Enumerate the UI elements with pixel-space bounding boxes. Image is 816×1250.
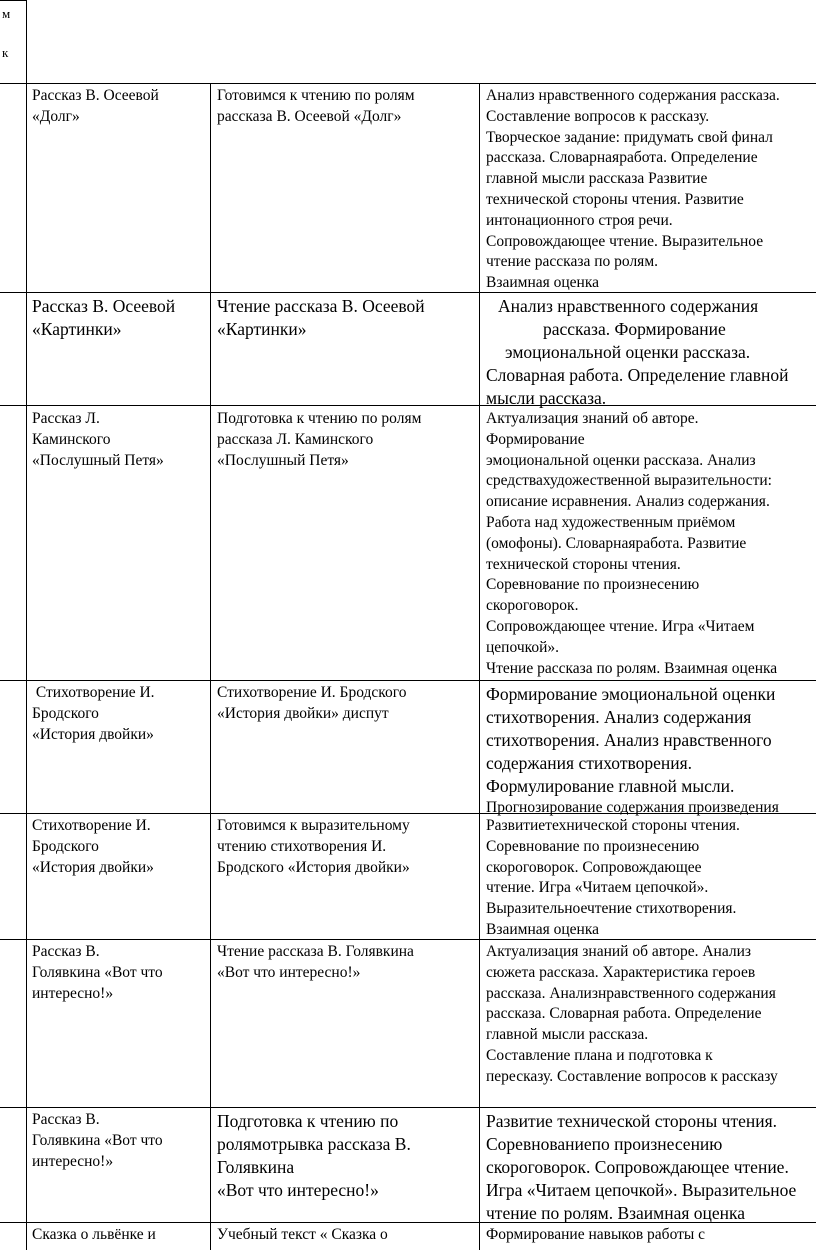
column-divider — [479, 83, 480, 1250]
activity-line: Прогнозирование содержания произведения — [486, 799, 779, 816]
activity-cell — [486, 942, 816, 1088]
topic-line: Рассказ Л. — [32, 410, 100, 427]
lesson-cell — [217, 1110, 477, 1202]
activity-line: Взаимная оценка — [486, 274, 600, 292]
lesson-line: рассказа В. Осеевой «Долг» — [217, 107, 402, 125]
column-divider — [210, 83, 211, 1250]
topic-line: Рассказ В. Осеевой — [32, 296, 176, 316]
activity-line: Анализ нравственного содержания рассказа. — [486, 87, 780, 104]
activity-line: описание исравнения. Анализ содержания. — [486, 493, 770, 511]
topic-line: «Послушный Петя» — [32, 451, 164, 469]
lesson-line: Чтение рассказа В. Осеевой — [217, 296, 425, 316]
topic-cell — [32, 409, 208, 471]
lesson-line: Голявкина — [217, 1157, 295, 1177]
activity-line: главной мысли рассказа Развитие — [486, 170, 708, 188]
activity-line: главной мысли рассказа. — [486, 1026, 649, 1044]
activity-line: Работа над художественным приёмом — [486, 513, 736, 531]
activity-line: Сопровождающее чтение. Игра «Читаем — [486, 617, 755, 635]
activity-line: чтение по ролям. Взаимная оценка — [486, 1203, 746, 1223]
topic-line: Бродского — [32, 704, 99, 722]
activity-line: Развитие технической стороны чтения. — [486, 1111, 778, 1131]
activity-line: Актуализация знаний об авторе. — [486, 410, 699, 427]
activity-line: эмоциональной оценки рассказа. Анализ — [486, 451, 756, 469]
activity-line: Соревнование по произнесению — [486, 576, 700, 594]
activity-line: Анализ нравственного содержания — [498, 296, 759, 316]
lesson-line: Готовимся к выразительному — [217, 817, 410, 834]
activity-line: рассказа. Словарная работа. Определение — [486, 1005, 762, 1023]
topic-cell — [32, 295, 208, 341]
lesson-cell — [217, 295, 477, 341]
lesson-line: Подготовка к чтению по ролям — [217, 410, 422, 427]
activity-cell — [486, 1225, 816, 1246]
activity-line: цепочкой». — [486, 638, 560, 656]
header-cell — [0, 0, 25, 82]
topic-line: «Картинки» — [32, 319, 122, 339]
row-divider — [0, 680, 816, 681]
activity-line: Формирование навыков работы с — [486, 1226, 706, 1243]
activity-line: Составление вопросов к рассказу. — [486, 107, 710, 125]
topic-line: «Долг» — [32, 107, 80, 125]
lesson-line: чтению стихотворения И. — [217, 837, 387, 855]
topic-line: интересно!» — [32, 1152, 114, 1170]
activity-line: рассказа. Анализнравственного содержания — [486, 984, 776, 1002]
lesson-cell — [217, 683, 477, 725]
topic-cell — [32, 816, 208, 878]
activity-line: рассказа. Словарнаяработа. Определение — [486, 149, 758, 167]
lesson-line: Учебный текст « Сказка о — [217, 1226, 388, 1243]
activity-line: пересказу. Составление вопросов к рассказу — [486, 1067, 778, 1085]
topic-cell — [32, 683, 208, 745]
activity-line: Развитиетехнической стороны чтения. — [486, 817, 740, 834]
row-divider — [0, 83, 816, 84]
activity-line: эмоциональной оценки рассказа. — [505, 342, 751, 362]
lesson-cell — [217, 942, 477, 984]
activity-line: стихотворения. Анализ содержания — [486, 707, 752, 727]
topic-line: интересно!» — [32, 984, 114, 1002]
lesson-cell — [217, 86, 477, 128]
activity-line: Чтение рассказа по ролям. Взаимная оценка — [486, 659, 778, 677]
topic-cell — [32, 1110, 208, 1172]
activity-line: интонационного строя речи. — [486, 211, 673, 229]
lesson-line: «История двойки» диспут — [217, 704, 389, 722]
lesson-line: Стихотворение И. Бродского — [217, 684, 407, 701]
activity-line: Формирование эмоциональной оценки — [486, 684, 776, 704]
lesson-line: Подготовка к чтению по — [217, 1111, 399, 1131]
topic-line: Голявкина «Вот что — [32, 1131, 163, 1149]
activity-line: (омофоны). Словарнаяработа. Развитие — [486, 534, 747, 552]
activity-line: сюжета рассказа. Характеристика героев — [486, 963, 756, 981]
activity-cell — [486, 295, 816, 410]
activity-line: Творческое задание: придумать свой финал — [486, 128, 773, 146]
activity-line: Игра «Читаем цепочкой». Выразительное — [486, 1180, 797, 1200]
activity-line: Составление плана и подготовка к — [486, 1046, 713, 1064]
lesson-line: Бродского «История двойки» — [217, 858, 410, 876]
lesson-cell — [217, 816, 477, 878]
activity-line: мысли рассказа. — [486, 388, 607, 408]
lesson-line: Готовимся к чтению по ролям — [217, 87, 415, 104]
activity-line: Словарная работа. Определение главной — [486, 365, 789, 385]
lesson-line: «Послушный Петя» — [217, 451, 349, 469]
activity-cell — [486, 409, 816, 679]
activity-line: скороговорок. — [486, 597, 579, 615]
activity-line: содержания стихотворения. — [486, 753, 693, 773]
activity-line: чтение. Игра «Читаем цепочкой». — [486, 879, 709, 897]
topic-line: Сказка о львёнке и — [32, 1226, 156, 1243]
activity-line: средствахудожественной выразительности: — [486, 472, 772, 490]
activity-cell — [486, 1110, 816, 1225]
lesson-line: «Вот что интересно!» — [217, 1180, 379, 1200]
column-divider — [26, 0, 27, 1250]
topic-cell — [32, 942, 208, 1004]
activity-line: технической стороны чтения. — [486, 555, 681, 573]
activity-line: Актуализация знаний об авторе. Анализ — [486, 943, 752, 960]
topic-line: Бродского — [32, 837, 99, 855]
activity-cell — [486, 816, 816, 941]
activity-line: Формирование — [486, 430, 585, 448]
topic-line: Каминского — [32, 430, 111, 448]
lesson-line: «Картинки» — [217, 319, 307, 339]
lesson-cell — [217, 1225, 477, 1246]
topic-line: Стихотворение И. — [32, 817, 151, 834]
topic-line: «История двойки» — [32, 858, 154, 876]
activity-line: рассказа. Формирование — [543, 319, 726, 339]
activity-line: Сопровождающее чтение. Выразительное — [486, 232, 764, 250]
header-line: м — [2, 6, 11, 21]
lesson-line: Чтение рассказа В. Голявкина — [217, 943, 414, 960]
topic-line: «История двойки» — [32, 725, 154, 743]
lesson-line: ролямотрывка рассказа В. — [217, 1134, 411, 1154]
topic-line: Голявкина «Вот что — [32, 963, 163, 981]
activity-line: Соревнование по произнесению — [486, 837, 700, 855]
activity-line: скороговорок. Сопровождающее — [486, 858, 702, 876]
activity-line: Выразительноечтение стихотворения. — [486, 900, 737, 918]
activity-line: Соревнованиепо произнесению — [486, 1134, 723, 1154]
header-line: к — [2, 45, 9, 60]
activity-line: скороговорок. Сопровождающее чтение. — [486, 1157, 789, 1177]
topic-cell — [32, 1225, 208, 1246]
activity-line: стихотворения. Анализ нравственного — [486, 730, 772, 750]
lesson-line: «Вот что интересно!» — [217, 963, 361, 981]
topic-line: Рассказ В. Осеевой — [32, 87, 159, 104]
topic-line: Стихотворение И. — [32, 684, 155, 701]
activity-line: Взаимная оценка — [486, 920, 600, 938]
activity-line: чтение рассказа по ролям. — [486, 253, 658, 271]
lesson-cell — [217, 409, 477, 471]
topic-cell — [32, 86, 208, 128]
activity-line: Формулирование главной мысли. — [486, 776, 735, 796]
activity-cell — [486, 86, 816, 294]
row-divider — [0, 1107, 816, 1108]
activity-cell — [486, 683, 816, 817]
lesson-line: рассказа Л. Каминского — [217, 430, 374, 448]
activity-line: технической стороны чтения. Развитие — [486, 190, 744, 208]
topic-line: Рассказ В. — [32, 1111, 100, 1128]
topic-line: Рассказ В. — [32, 943, 100, 960]
